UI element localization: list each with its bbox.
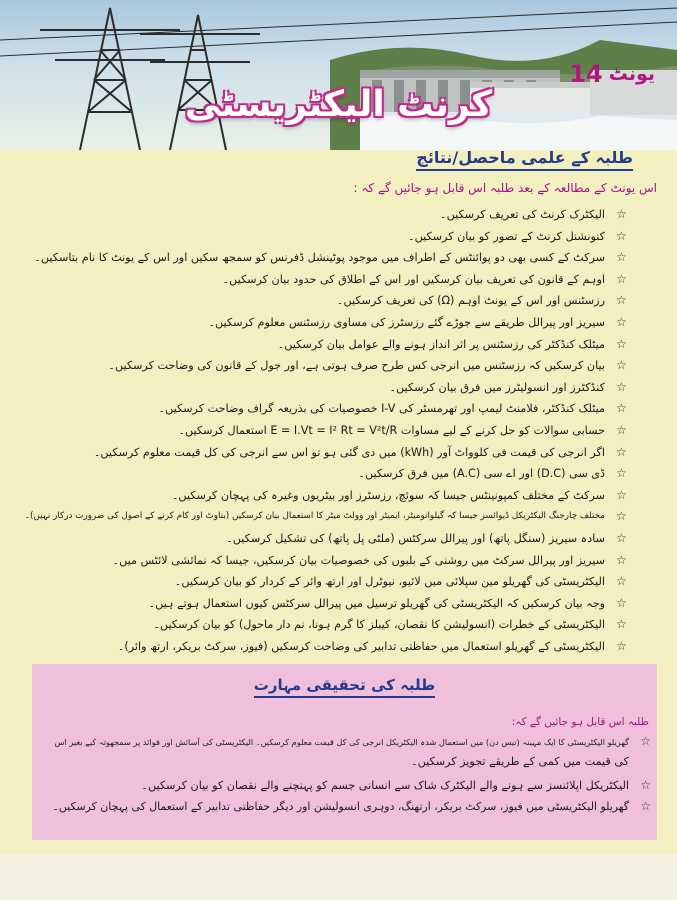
- star-bullet-icon: ☆: [640, 734, 651, 748]
- list-item: ☆ میٹلک کنڈکٹر کی رزسٹنس پر اثر انداز ہونے والے عوامل بیان کرسکیں۔: [0, 334, 677, 356]
- star-bullet-icon: ☆: [640, 799, 651, 813]
- unit-number: 14: [569, 60, 603, 88]
- list-item: ☆ میٹلک کنڈکٹر، فلامنٹ لیمپ اور تھرمسٹر کی I-V خصوصیات کی بذریعہ گراف وضاحت کرسکیں۔: [0, 398, 677, 420]
- star-bullet-icon: ☆: [616, 552, 627, 567]
- list-item: ☆ سیریز اور پیرالل سرکٹ میں روشنی کے بلبوں کی خصوصیات بیان کرسکیں، جیسا کہ نمائشی لائٹس میں۔: [0, 550, 677, 572]
- list-item: ☆ سیریز اور پیرالل طریقے سے جوڑے گئے رزسٹرز کی مساوی رزسٹنس معلوم کرسکیں۔: [0, 312, 677, 334]
- list-item: ☆ رزسٹنس اور اس کے یونٹ اوہم (Ω) کی تعریف کرسکیں۔: [0, 290, 677, 312]
- star-bullet-icon: ☆: [616, 401, 627, 416]
- chapter-header-banner: [0, 0, 677, 150]
- star-bullet-icon: ☆: [616, 487, 627, 502]
- star-bullet-icon: ☆: [616, 422, 627, 437]
- learning-outcomes-intro: اس یونٹ کے مطالعہ کے بعد طلبہ اس قابل ہو جائیں گے کہ :: [353, 181, 657, 195]
- chapter-title: کرنٹ الیکٹریسٹی: [184, 84, 493, 125]
- list-item: ☆ سرکٹ کے مختلف کمپونینٹس جیسا کہ سوئچ، رزسٹرز اور بیٹریوں وغیرہ کی پہچان کرسکیں۔: [0, 485, 677, 507]
- star-bullet-icon: ☆: [616, 250, 627, 265]
- list-item: ☆ الیکٹرک کرنٹ کی تعریف کرسکیں۔: [0, 204, 677, 226]
- star-bullet-icon: ☆: [616, 314, 627, 329]
- heading-underline: [416, 169, 633, 171]
- unit-label: یونٹ: [608, 63, 655, 85]
- list-item: ☆ وجہ بیان کرسکیں کہ الیکٹریسٹی کی گھریلو ترسیل میں پیرالل سرکٹس کیوں استعمال ہوتے ہیں۔: [0, 593, 677, 615]
- page-bottom-margin: [0, 854, 677, 900]
- list-item: ☆ الیکٹریسٹی کے گھریلو استعمال میں حفاظتی تدابیر کی وضاحت کرسکیں (فیوز، سرکٹ بریکر، ارتھ وائر)۔: [0, 636, 677, 658]
- research-skills-box: [32, 664, 657, 840]
- list-item: ☆ سادہ سیریز (سنگل پاتھ) اور پیرالل سرکٹس (ملٹی پل پاتھ) کی تشکیل کرسکیں۔: [0, 528, 677, 550]
- list-item: ☆ گھریلو الیکٹریسٹی کا ایک مہینہ (تیس دن) میں استعمال شدہ الیکٹریکل انرجی کی کل قیمت معلوم کرسکیں۔ الیکٹریسٹی کی آسائش اور فوائد پر سمجھوتہ کیے بغیر اس کی قیمت میں کمی کے طریقے تجویز کرسکیں۔: [54, 734, 651, 768]
- list-item: ☆ گھریلو الیکٹریسٹی میں فیوز، سرکٹ بریکر، ارتھنگ، دوہری انسولیشن اور دیگر حفاظتی تدابیر کے استعمال کی پہچان کرسکیں۔: [52, 799, 651, 813]
- star-bullet-icon: ☆: [616, 595, 627, 610]
- research-skills-heading-text: طلبہ کی تحقیقی مہارت: [254, 676, 435, 698]
- list-item: ☆ الیکٹریسٹی کے خطرات (انسولیشن کا نقصان، کیبلز کا گرم ہونا، نم دار ماحول) کو بیان کرسکیں۔: [0, 614, 677, 636]
- star-bullet-icon: ☆: [616, 638, 627, 653]
- list-item: ☆ حسابی سوالات کو حل کرنے کے لیے مساوات E = I.Vt = I² Rt = V²t/R استعمال کرسکیں۔: [0, 420, 677, 442]
- star-bullet-icon: ☆: [616, 444, 627, 459]
- star-bullet-icon: ☆: [616, 466, 627, 481]
- list-item: ☆ الیکٹریسٹی کی گھریلو مین سپلائی میں لائیو، نیوٹرل اور ارتھ وائر کے کردار کو بیان کرسکیں۔: [0, 571, 677, 593]
- star-bullet-icon: ☆: [640, 778, 651, 792]
- list-item: ☆ مختلف چارجنگ الیکٹریکل ڈیوائسز جیسا کہ گیلوانومیٹر، ایمیٹر اور وولٹ میٹر کا استعمال بیان کرسکیں (بناوٹ اور کام کرنے کے اصول کی ضرورت درکار نہیں)۔: [0, 506, 677, 528]
- star-bullet-icon: ☆: [616, 358, 627, 373]
- star-bullet-icon: ☆: [616, 509, 627, 524]
- learning-outcomes-heading: [416, 148, 633, 171]
- star-bullet-icon: ☆: [616, 530, 627, 545]
- learning-outcomes-heading-text: طلبہ کے علمی ماحصل/نتائج: [416, 148, 633, 167]
- star-bullet-icon: ☆: [616, 336, 627, 351]
- star-bullet-icon: ☆: [616, 207, 627, 221]
- list-item: ☆ اگر انرجی کی قیمت فی کلوواٹ آور (kWh) میں دی گئی ہو تو اس سے انرجی کی کل قیمت معلوم کرسکیں۔: [0, 442, 677, 464]
- star-bullet-icon: ☆: [616, 293, 627, 308]
- list-item: ☆ کنونشنل کرنٹ کے تصور کو بیان کرسکیں۔: [0, 226, 677, 248]
- research-skills-intro: طلبہ اس قابل ہو جائیں گے کہ:: [511, 716, 649, 728]
- research-skills-list: [32, 664, 657, 840]
- list-item: ☆ کنڈکٹرز اور انسولیٹرز میں فرق بیان کرسکیں۔: [0, 377, 677, 399]
- star-bullet-icon: ☆: [616, 228, 627, 243]
- list-item: ☆ اوہم کے قانون کی تعریف بیان کرسکیں اور اس کے اطلاق کی حدود بیان کرسکیں۔: [0, 269, 677, 291]
- star-bullet-icon: ☆: [616, 574, 627, 589]
- learning-outcomes-list: [0, 204, 677, 657]
- star-bullet-icon: ☆: [616, 271, 627, 286]
- star-bullet-icon: ☆: [616, 379, 627, 394]
- list-item: ☆ بیان کرسکیں کہ رزسٹنس میں انرجی کس طرح صرف ہوتی ہے، اور جول کے قانون کی وضاحت کرسکیں۔: [0, 355, 677, 377]
- star-bullet-icon: ☆: [616, 617, 627, 632]
- list-item: ☆ الیکٹریکل اپلائنسز سے ہونے والے الیکٹرک شاک سے انسانی جسم کو پہنچنے والے نقصان کو بیان کرسکیں۔: [141, 778, 651, 792]
- list-item: ☆ سرکٹ کے کسی بھی دو پوائنٹس کے اطراف میں موجود پوٹینشل ڈفرنس کو سمجھ سکیں اور اس کے یونٹ کا نام بتاسکیں۔: [0, 247, 677, 269]
- list-item: ☆ ڈی سی (D.C) اور اے سی (A.C) میں فرق کرسکیں۔: [0, 463, 677, 485]
